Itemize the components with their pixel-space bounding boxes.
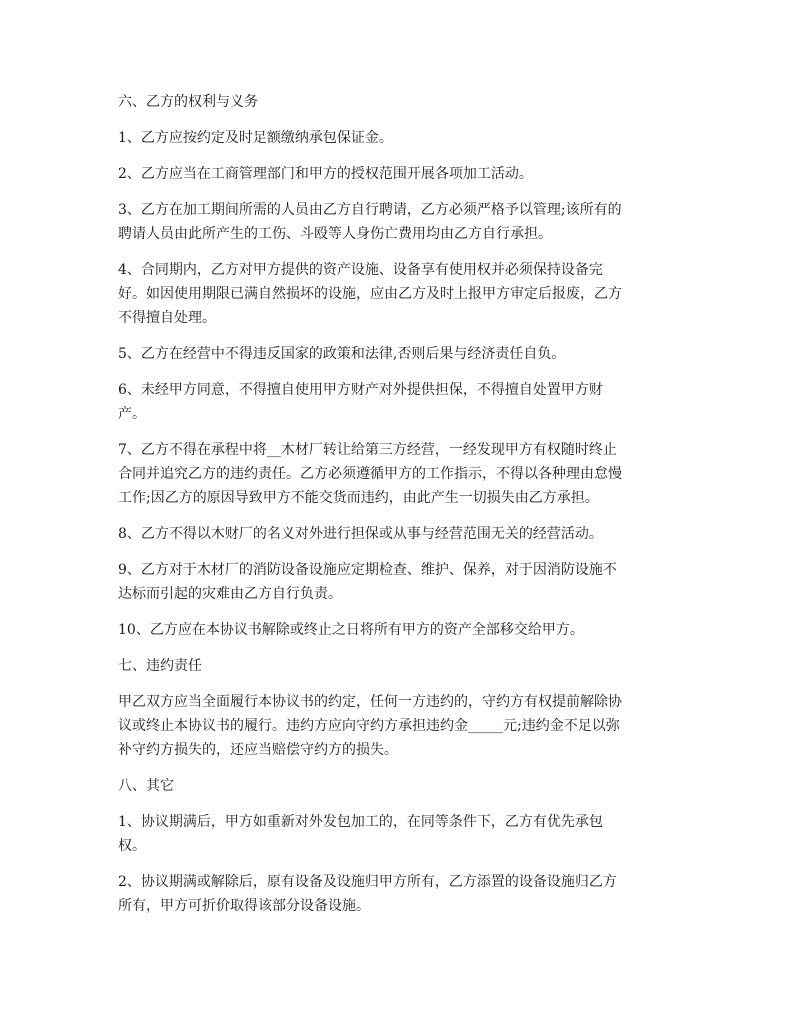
text-line: 八、其它: [118, 778, 174, 794]
paragraph: [118, 522, 678, 546]
text-line: 2、协议期满或解除后，原有设备及设施归甲方所有，乙方添置的设备设施归乙方: [118, 874, 617, 890]
paragraph: [118, 258, 678, 330]
text-line: 聘请人员由此所产生的工伤、斗殴等人身伤亡费用均由乙方自行承担。: [118, 226, 552, 242]
paragraph: [118, 342, 678, 366]
text-line: 5、乙方在经营中不得违反国家的政策和法律,否则后果与经济责任自负。: [118, 346, 566, 362]
text-line: 2、乙方应当在工商管理部门和甲方的授权范围开展各项加工活动。: [118, 166, 533, 182]
paragraph: [118, 558, 678, 606]
text-line: 1、乙方应按约定及时足额缴纳承包保证金。: [118, 130, 393, 146]
text-line: 1、协议期满后，甲方如重新对外发包加工的，在同等条件下，乙方有优先承包: [118, 814, 603, 830]
text-line: 七、违约责任: [118, 658, 202, 674]
text-line: 8、乙方不得以木财厂的名义对外进行担保或从事与经营范围无关的经营活动。: [118, 526, 603, 542]
text-line: 好。如因使用期限已满自然损坏的设施，应由乙方及时上报甲方审定后报废，乙方: [118, 286, 622, 302]
text-line: 权。: [118, 838, 146, 854]
text-line: 7、乙方不得在承程中将__木材厂转让给第三方经营，一经发现甲方有权随时终止: [118, 442, 617, 458]
text-line: 议或终止本协议书的履行。违约方应向守约方承担违约金_____元;违约金不足以弥: [118, 718, 620, 734]
text-line: 工作;因乙方的原因导致甲方不能交货而违约，由此产生一切损失由乙方承担。: [118, 490, 599, 506]
paragraph: [118, 870, 678, 918]
text-line: 甲乙双方应当全面履行本协议书的约定，任何一方违约的，守约方有权提前解除协: [118, 694, 622, 710]
section-heading: [118, 774, 678, 798]
section-heading: [118, 90, 678, 114]
text-line: 9、乙方对于木材厂的消防设备设施应定期检查、维护、保养，对于因消防设施不: [118, 562, 617, 578]
text-line: 4、合同期内，乙方对甲方提供的资产设施、设备享有使用权并必须保持设备完: [118, 262, 603, 278]
text-line: 6、未经甲方同意，不得擅自使用甲方财产对外提供担保，不得擅自处置甲方财: [118, 382, 603, 398]
paragraph: [118, 690, 678, 762]
paragraph: [118, 198, 678, 246]
text-line: 产。: [118, 406, 146, 422]
text-line: 10、乙方应在本协议书解除或终止之日将所有甲方的资产全部移交给甲方。: [118, 622, 584, 638]
text-line: 补守约方损失的，还应当赔偿守约方的损失。: [118, 742, 398, 758]
paragraph: [118, 810, 678, 858]
paragraph: [118, 618, 678, 642]
paragraph: [118, 438, 678, 510]
document-body: [118, 90, 678, 918]
section-heading: [118, 654, 678, 678]
text-line: 3、乙方在加工期间所需的人员由乙方自行聘请，乙方必须严格予以管理;该所有的: [118, 202, 622, 218]
paragraph: [118, 378, 678, 426]
text-line: 不得擅自处理。: [118, 310, 216, 326]
text-line: 六、乙方的权利与义务: [118, 94, 258, 110]
text-line: 所有，甲方可折价取得该部分设备设施。: [118, 898, 370, 914]
paragraph: [118, 126, 678, 150]
paragraph: [118, 162, 678, 186]
text-line: 达标而引起的灾难由乙方自行负责。: [118, 586, 342, 602]
text-line: 合同并追究乙方的违约责任。乙方必须遵循甲方的工作指示，不得以各种理由怠慢: [118, 466, 622, 482]
